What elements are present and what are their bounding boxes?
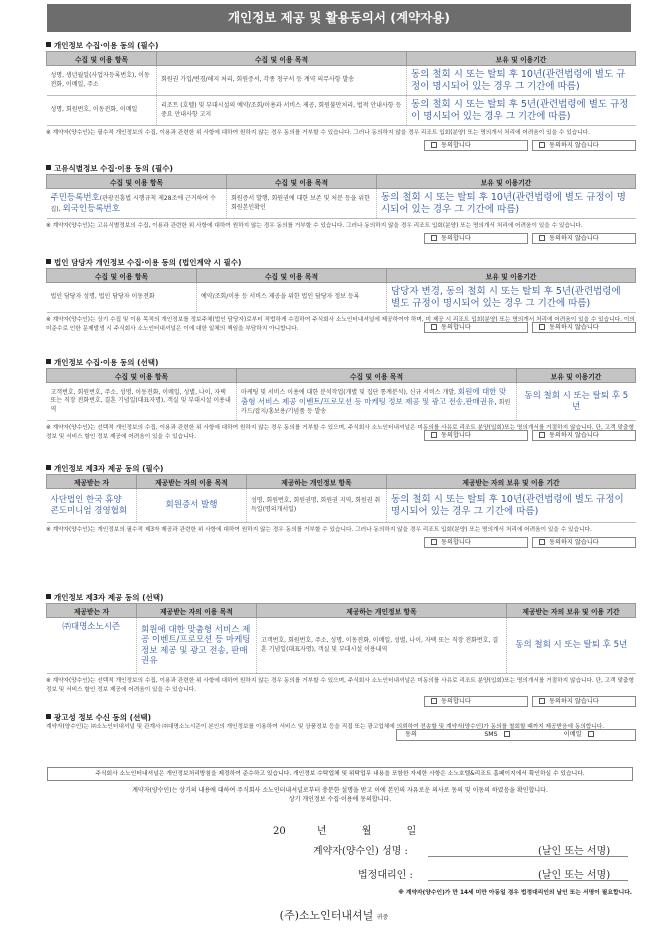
disagree-checkbox[interactable]: 동의하지 않습니다 bbox=[532, 430, 636, 441]
section-collection-required bbox=[46, 40, 636, 151]
cell-items: 고객번호, 회원번호, 주소, 성명, 이동전화, 이메일, 성별, 나이, 자택 또는 직장 전화번호, 결혼 기념일(대표자명), 객실 및 부대시설 이용내역 bbox=[47, 383, 237, 421]
header-period: 보유 및 이용기간 bbox=[407, 52, 636, 66]
collection-table bbox=[46, 51, 636, 126]
document-title: 개인정보 제공 및 활용동의서 (계약자용) bbox=[47, 4, 631, 32]
cell-items: 성명, 생년월일(사업자등록번호), 이동전화, 이메일, 주소 bbox=[47, 66, 157, 96]
cell-purpose: 예약/조회/이용 등 서비스 제공을 위한 법인 담당자 정보 등록 bbox=[197, 283, 387, 313]
agree-checkbox[interactable]: 동의합니다 bbox=[424, 537, 528, 548]
checkbox-icon bbox=[588, 731, 594, 737]
header-items: 수집 및 이용 항목 bbox=[47, 269, 197, 283]
section-advertising-optional bbox=[46, 712, 636, 741]
table-row bbox=[47, 66, 636, 96]
checkbox-icon bbox=[539, 432, 545, 438]
contractor-sign-hint: (날인 또는 서명) bbox=[538, 846, 611, 857]
header-purpose: 제공받는 자의 이용 목적 bbox=[137, 604, 257, 618]
disagree-checkbox[interactable]: 동의하지 않습니다 bbox=[532, 696, 636, 707]
disagree-checkbox[interactable]: 동의하지 않습니다 bbox=[532, 322, 636, 333]
option-sms[interactable]: SMS bbox=[476, 730, 555, 740]
header-items: 수집 및 이용 항목 bbox=[47, 52, 157, 66]
header-items: 수집 및 이용 항목 bbox=[47, 175, 227, 189]
header-purpose: 수집 및 이용 목적 bbox=[157, 52, 407, 66]
header-period: 보유 및 이용기간 bbox=[387, 269, 636, 283]
square-bullet-icon bbox=[46, 259, 51, 264]
cell-recipient: ㈜대명소노시즌 bbox=[47, 618, 137, 674]
checkbox-icon bbox=[539, 698, 545, 704]
cell-purpose: 리조트 (호텔) 및 부대시설의 예약/조회/이용과 서비스 제공, 회원불만처리, 법적 안내사항 등 중요 안내사항 고지 bbox=[157, 96, 407, 126]
section-note: ※ 계약자(양수인)는 고유식별정보의 수집, 이용과 관련한 위 사항에 대하여 원하지 않는 경우 동의를 거부할 수 있습니다. 그러나 동의하지 않을 경우 리조트 입회(분양) 또는 명의개서 처리에 어려움이 있을 수 있습니다. bbox=[46, 223, 583, 229]
advertising-options bbox=[396, 729, 636, 741]
checkbox-icon bbox=[431, 432, 437, 438]
corporate-table bbox=[46, 268, 636, 313]
checkbox-icon bbox=[539, 235, 545, 241]
section-corporate-required bbox=[46, 257, 636, 333]
agree-options bbox=[46, 696, 636, 707]
square-bullet-icon bbox=[46, 465, 51, 470]
cell-period: 담당자 변경, 동의 철회 시 또는 탈퇴 후 5년(관련법령에 별도 규정이 명시되어 있는 경우 그 기간에 따름) bbox=[387, 283, 636, 313]
section-title: 개인정보 제3자 제공 동의 (필수) bbox=[46, 463, 636, 474]
header-purpose: 제공받는 자의 이용 목적 bbox=[137, 475, 247, 489]
option-email[interactable]: 이메일 bbox=[556, 730, 635, 740]
cell-period: 동의 철회 시 또는 탈퇴 후 5년(관련법령에 별도 규정이 명시되어 있는 경우 그 기간에 따름) bbox=[407, 96, 636, 126]
square-bullet-icon bbox=[46, 714, 51, 719]
header-purpose: 수집 및 이용 목적 bbox=[227, 175, 377, 189]
optional-third-party-table bbox=[46, 603, 636, 674]
section-note: ※ 계약자(양수인)는 상기 수집 및 이용 목적의 개인정보를 정보주체(법인 담당자)로부터 적법하게 수집하여 주식회사 소노인터내셔널에 제공하여야 하며, 미 제공 시 리조트 입회(분양) 또는 명의개서 처리에 어려움이 있을 수 있습니다. 이의 미준수로 인한 문제발생 시 주식회사 소노인터내셔널은 이에 대한 일체의 책임을 부담하지 아니합니다. bbox=[46, 317, 635, 332]
agree-checkbox[interactable]: 동의합니다 bbox=[424, 140, 528, 151]
header-period: 보유 및 이용기간 bbox=[377, 175, 636, 189]
header-recipient: 제공받는 자 bbox=[47, 604, 137, 618]
unique-id-table bbox=[46, 174, 636, 219]
cell-purpose: 회원증서 발행, 회원권에 대한 보존 및 처분 등을 위한 회원본인확인 bbox=[227, 189, 377, 219]
header-purpose: 수집 및 이용 목적 bbox=[237, 369, 517, 383]
section-title: 고유식별정보 수집·이용 동의 (필수) bbox=[46, 163, 636, 174]
cell-purpose: 회원권 가입/변경/해지 처리, 회원증서, 각종 청구서 등 계약 의무사항 발송 bbox=[157, 66, 407, 96]
checkbox-icon bbox=[539, 324, 545, 330]
cell-items: 고객번호, 회원번호, 주소, 성명, 이동전화, 이메일, 성별, 나이, 자택 또는 직장 전화번호, 결혼 기념일(대표자명), 객실 및 부대시설 이용내역 bbox=[257, 618, 507, 674]
cell-period: 동의 철회 시 또는 탈퇴 후 10년(관련법령에 별도 규정이 명시되어 있는 경우 그 기간에 따름) bbox=[407, 66, 636, 96]
square-bullet-icon bbox=[46, 594, 51, 599]
checkbox-icon bbox=[431, 324, 437, 330]
section-note: ※ 계약자(양수인)는 개인정보의 필수적 제3자 제공과 관련한 위 사항에 대하여 원하지 않는 경우 동의를 거부할 수 있습니다. 그러나 동의하지 않을 경우 리조트 입회(분양) 또는 명의개서 처리에 어려움이 있을 수 있습니다. bbox=[46, 527, 592, 533]
agree-checkbox[interactable]: 동의합니다 bbox=[424, 233, 528, 244]
square-bullet-icon bbox=[46, 42, 51, 47]
checkbox-icon bbox=[431, 698, 437, 704]
section-unique-id-required bbox=[46, 163, 636, 244]
cell-purpose: 마케팅 및 서비스 이용에 대한 분석작업(개별 및 집단 통계분석), 신규 서비스 개발, 회원에 대한 맞춤형 서비스 제공 이벤트/프로모션 등 마케팅 정보 제공 및 광고 전송,판매권유, 회원카드/잡지/홍보용/기념품 등 발송 bbox=[237, 383, 517, 421]
third-party-table bbox=[46, 474, 636, 523]
header-period: 제공받는 자의 보유 및 이용 기간 bbox=[507, 604, 636, 618]
header-purpose: 수집 및 이용 목적 bbox=[197, 269, 387, 283]
cell-recipient: 사단법인 한국 휴양 콘도미니엄 경영협회 bbox=[47, 489, 137, 523]
header-items: 제공하는 개인정보 항목 bbox=[247, 475, 387, 489]
cell-period: 동의 철회 시 또는 탈퇴 후 10년(관련법령에 별도 규정이 명시되어 있는 경우 그 기간에 따름) bbox=[387, 489, 636, 523]
section-title: 법인 담당자 개인정보 수집·이용 동의 (법인계약 시 필수) bbox=[46, 257, 636, 268]
section-note: ※ 계약자(양수인)는 선택적 개인정보의 수집, 이용과 관련한 위 사항에 대하여 원하지 않는 경우 동의를 거부할 수 있으며, 주식회사 소노인터내셔널은 미동의를 사유로 리조트 분양(입회)또는 명의개서를 거절하지 않습니다. 단, 고객 맞춤형 정보 및 서비스 할인 정보 제공에 어려움이 있을 수 있습니다. bbox=[46, 425, 634, 440]
cell-period: 동의 철회 시 또는 탈퇴 후 5년 bbox=[507, 618, 636, 674]
table-row bbox=[47, 96, 636, 126]
disagree-checkbox[interactable]: 동의하지 않습니다 bbox=[532, 537, 636, 548]
section-third-party-required bbox=[46, 463, 636, 548]
legal-rep-label: 법정대리인 : bbox=[358, 870, 413, 881]
table-row bbox=[47, 189, 636, 219]
agree-options bbox=[46, 233, 636, 244]
cell-period: 동의 철회 시 또는 탈퇴 후 10년(관련법령에 별도 규정이 명시되어 있는 경우 그 기간에 따름) bbox=[377, 189, 636, 219]
optional-collection-table bbox=[46, 368, 636, 421]
disagree-checkbox[interactable]: 동의하지 않습니다 bbox=[532, 140, 636, 151]
agree-checkbox[interactable]: 동의합니다 bbox=[424, 430, 528, 441]
section-title: 개인정보 제3자 제공 동의 (선택) bbox=[46, 592, 636, 603]
table-row bbox=[47, 283, 636, 313]
section-title: 개인정보 수집·이용 동의 (필수) bbox=[46, 40, 636, 51]
checkbox-icon bbox=[431, 142, 437, 148]
agree-checkbox[interactable]: 동의합니다 bbox=[424, 696, 528, 707]
checkbox-icon bbox=[539, 539, 545, 545]
header-recipient: 제공받는 자 bbox=[47, 475, 137, 489]
cell-period: 동의 철회 시 또는 탈퇴 후 5년 bbox=[517, 383, 636, 421]
cell-items: 법인 담당자 성명, 법인 담당자 이동전화 bbox=[47, 283, 197, 313]
checkbox-icon bbox=[539, 142, 545, 148]
privacy-policy-notice: 주식회사 소노인터내셔널은 개인정보처리방침을 제정하여 준수하고 있습니다. 개인정보 수탁업체 및 위탁업무 내용을 포함한 자세한 사항은 소노호텔&리조트 홈페이지에서 확인하실 수 있습니다. bbox=[47, 767, 633, 781]
disagree-checkbox[interactable]: 동의하지 않습니다 bbox=[532, 233, 636, 244]
header-items: 제공하는 개인정보 항목 bbox=[257, 604, 507, 618]
minor-note: ※ 계약자(양수인)가 만 14세 미만 아동일 경우 법정대리인의 날인 또는 서명이 필요합니다. bbox=[398, 890, 632, 896]
legal-rep-sign-hint: (날인 또는 서명) bbox=[538, 870, 611, 881]
table-row bbox=[47, 489, 636, 523]
section-title: 광고성 정보 수신 동의 (선택) bbox=[46, 712, 636, 723]
company-name: (주)소노인터내셔널 귀중 bbox=[279, 909, 389, 922]
table-row bbox=[47, 383, 636, 421]
agree-options bbox=[46, 537, 636, 548]
cell-purpose: 회원증서 발행 bbox=[137, 489, 247, 523]
cell-items: 성명, 회원번호, 이동전화, 이메일 bbox=[47, 96, 157, 126]
agree-options bbox=[46, 140, 636, 151]
section-third-party-optional bbox=[46, 592, 636, 707]
agree-checkbox[interactable]: 동의합니다 bbox=[424, 322, 528, 333]
table-row bbox=[47, 618, 636, 674]
checkbox-icon bbox=[431, 235, 437, 241]
cell-items: 주민등록번호(관광진흥법 시행규칙 제28조에 근거하여 수집), 외국인등록번호 bbox=[47, 189, 227, 219]
confirmation-text: 계약자(양수인)는 상기의 내용에 대하여 주식회사 소노인터내셔널로부터 충분한 설명을 받고 이에 본인의 자유로운 의사로 동의 및 이동의 하였음을 확인합니다. 상기 개인정보 수집·이용에 동의합니다. bbox=[132, 787, 548, 804]
date-line: 20 년 월 일 bbox=[273, 826, 417, 837]
section-collection-optional bbox=[46, 357, 636, 441]
header-period: 보유 및 이용기간 bbox=[517, 369, 636, 383]
cell-items: 성명, 회원번호, 회원권명, 회원권 지역, 회원권 취득일(명의개서일) bbox=[247, 489, 387, 523]
contractor-name-label: 계약자(양수인) 성명 : bbox=[313, 846, 408, 857]
advertising-text: 계약자(양수인)는 ㈜소노인터내셔널 및 관계사 ㈜대명소노시즌이 본인의 개인정보를 이용하여 서비스 및 상품정보 등을 직접 또는 광고업체에 의뢰하여 전송할 및 계약자(양수인)가 동의를 철회할 때까지 제공받음에 동의합니다. bbox=[46, 724, 605, 730]
section-title: 개인정보 수집·이용 동의 (선택) bbox=[46, 357, 636, 368]
header-items: 수집 및 이용 항목 bbox=[47, 369, 237, 383]
option-agree: 동의 bbox=[405, 730, 417, 738]
square-bullet-icon bbox=[46, 165, 51, 170]
checkbox-icon bbox=[431, 539, 437, 545]
section-note: ※ 계약자(양수인)는 선택적 개인정보의 수집, 이용과 관련한 위 사항에 대하여 원하지 않는 경우 동의를 거부할 수 있으며, 주식회사 소노인터내셔널은 미동의를 사유로 리조트 분양(입회)또는 명의개서를 거절하지 않습니다. 단, 고객 맞춤형 정보 및 서비스 할인 정보 제공에 어려움이 있을 수 있습니다. bbox=[46, 678, 634, 693]
checkbox-icon bbox=[504, 731, 510, 737]
cell-purpose: 회원에 대한 맞춤형 서비스 제공 이벤트/프로모션 등 마케팅 정보 제공 및 광고 전송, 판매권유 bbox=[137, 618, 257, 674]
header-period: 제공받는 자의 보유 및 이용 기간 bbox=[387, 475, 636, 489]
square-bullet-icon bbox=[46, 359, 51, 364]
section-note: ※ 계약자(양수인)는 필수적 개인정보의 수집, 이용과 관련한 위 사항에 대하여 원하지 않는 경우 동의를 거부할 수 있습니다. 그러나 동의하지 않을 경우 리조트 입회(분양) 또는 명의개서 처리에 어려움이 있을 수 있습니다. bbox=[46, 130, 590, 136]
